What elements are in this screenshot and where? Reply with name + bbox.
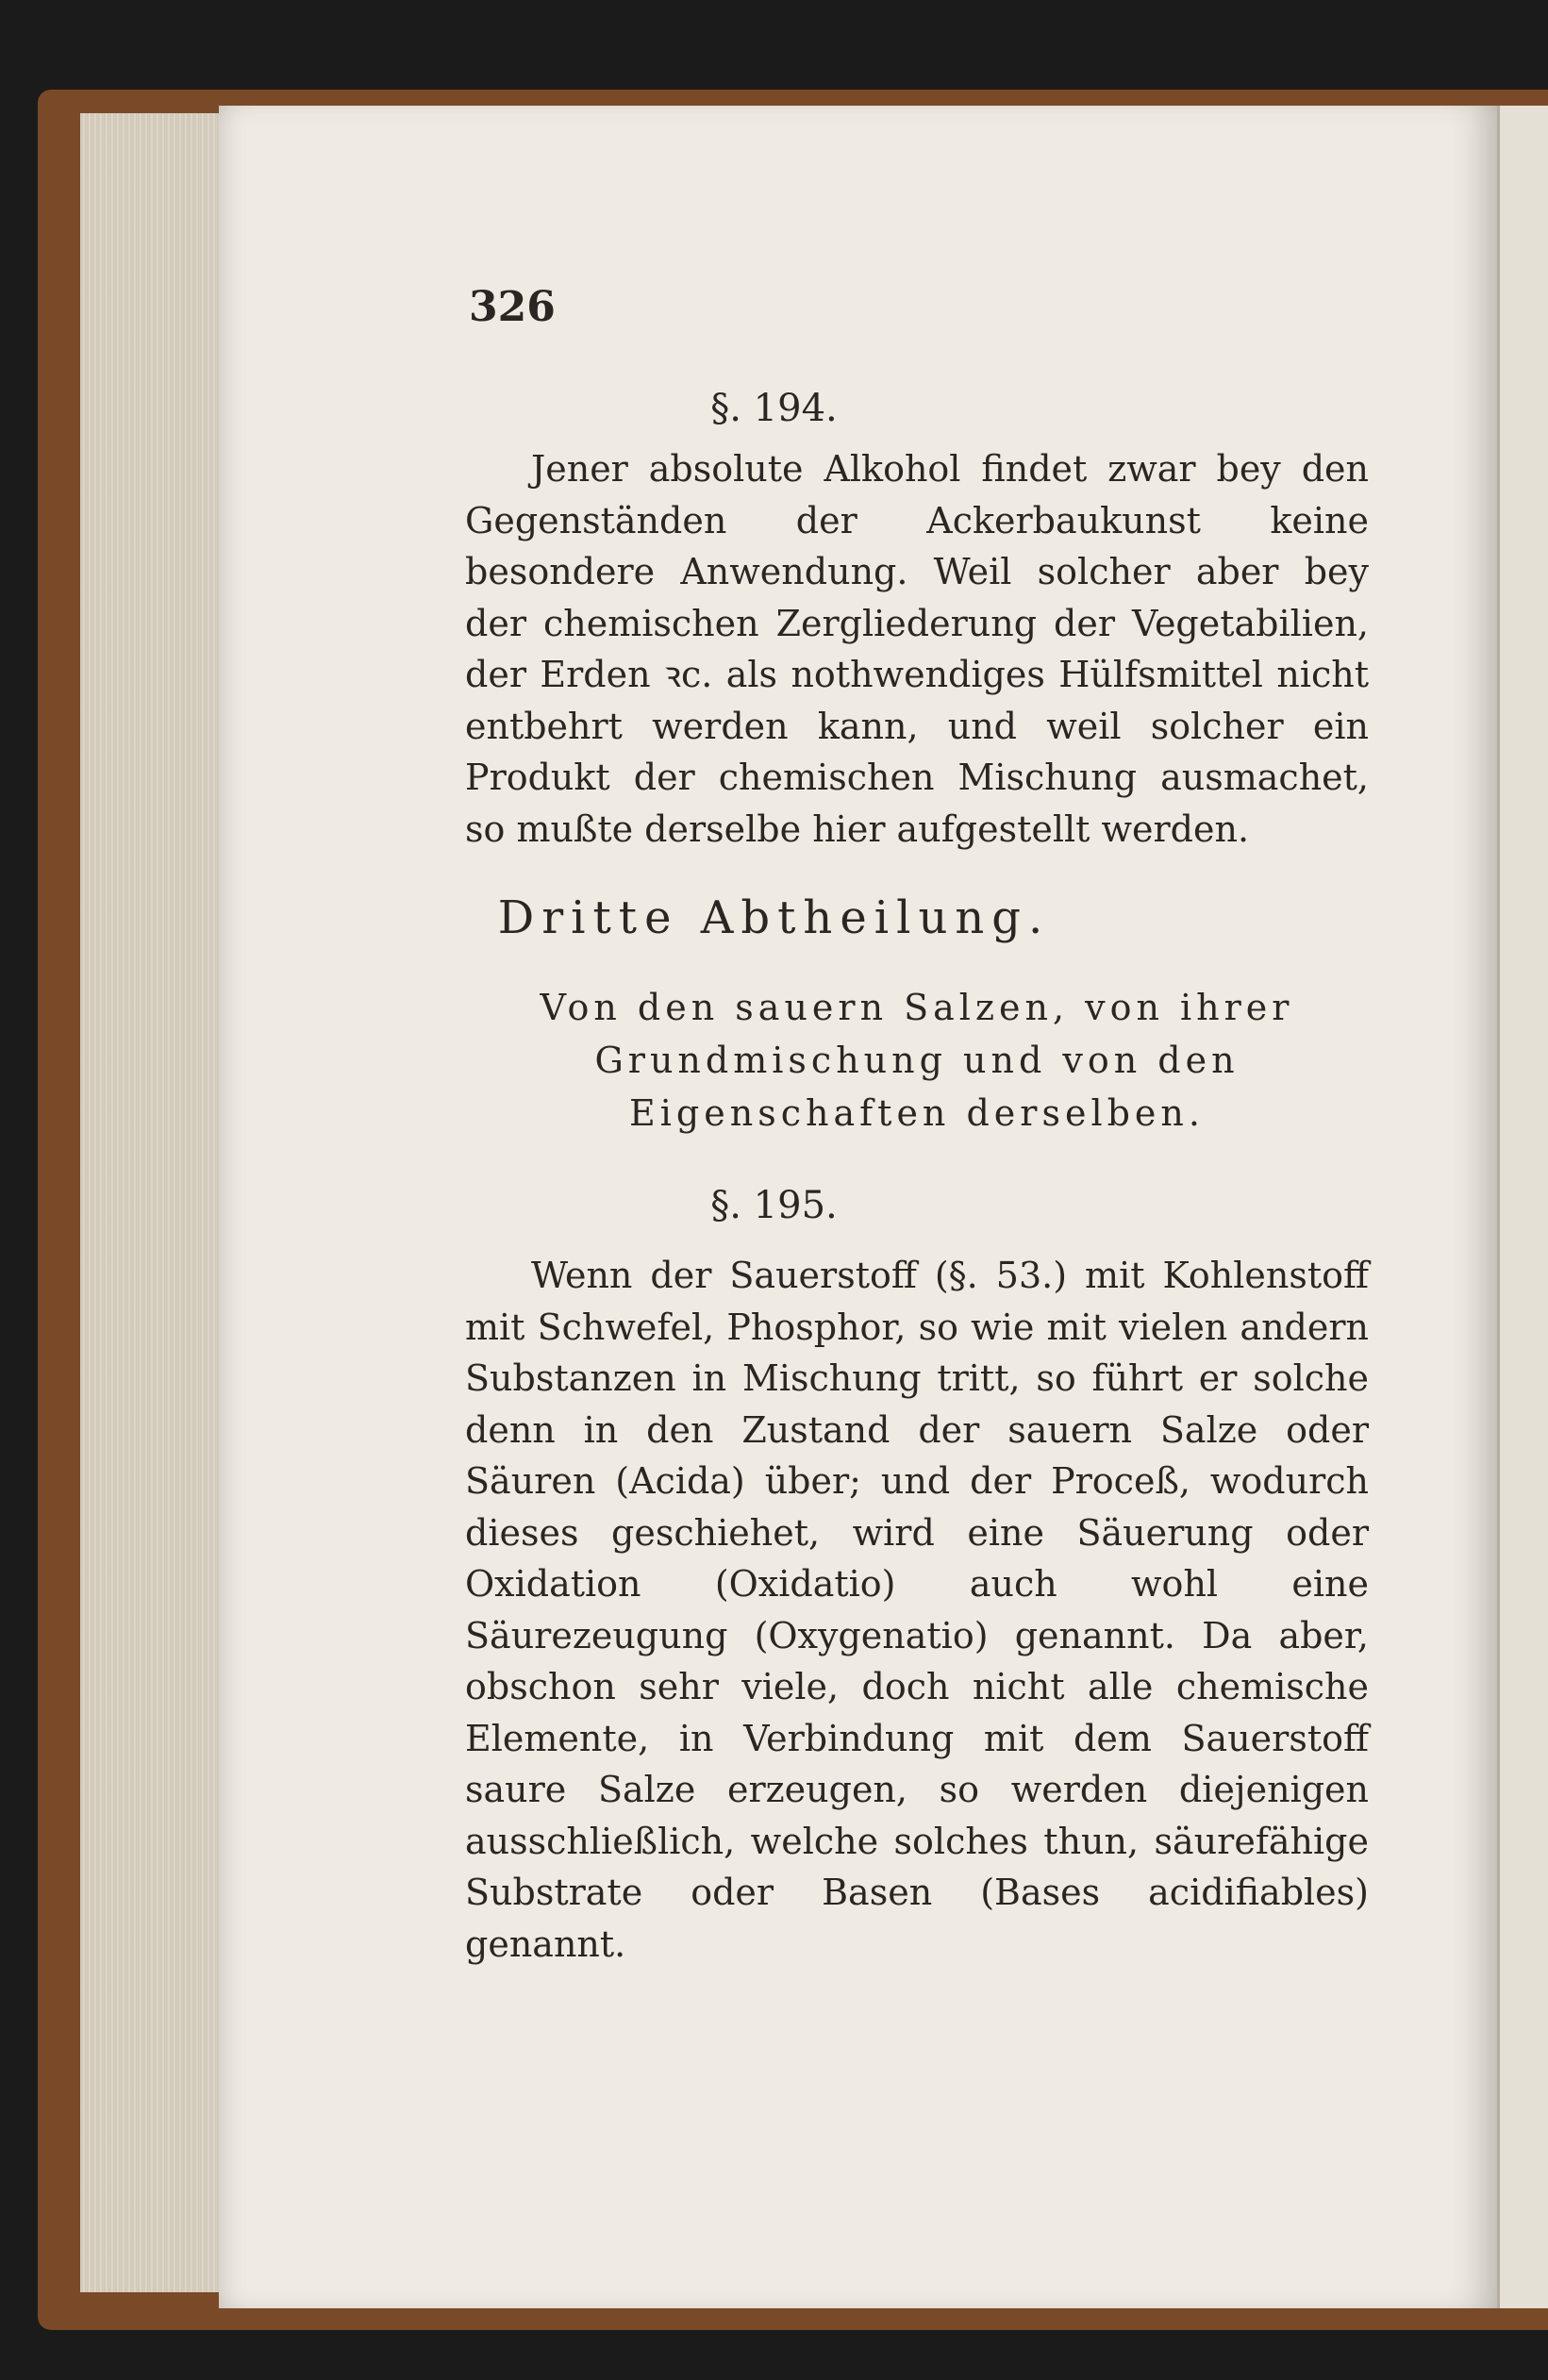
section-195-paragraph: Wenn der Sauerstoff (§. 53.) mit Kohlenstoff mit Schwefel, Phosphor, so wie mit vielen andern Substanzen in Mischung tritt, so führt er solche denn in den Zustand der sauern Salze oder Säuren (Acida) über; und der Proceß, wodurch dieses geschiehet, wird eine Säuerung oder Oxidation (Oxidatio) auch wohl eine Säurezeugung (Oxygenatio) genannt. Da aber, obschon sehr viele, doch nicht alle chemische Elemente, in Verbindung mit dem Sauerstoff saure Salze erzeugen, so werden diejenigen ausschließlich, welche solches thun, säurefähige Substrate oder Basen (Bases acidifiables) genannt. — [465, 1255, 1369, 1965]
division-subtitle: Von den sauern Salzen, von ihrer Grundmischung und von den Eigenschaften derselben. — [540, 987, 1294, 1134]
page-number: 326 — [469, 283, 556, 331]
section-194-paragraph: Jener absolute Alkohol findet zwar bey den Gegenständen der Ackerbaukunst keine besondere Anwendung. Weil solcher aber bey der chemischen Zergliederung der Vegetabilien, der Erden ꝛc. als nothwendiges Hülfsmittel nicht entbehrt werden kann, und weil solcher ein Produkt der chemischen Mischung ausmachet, so mußte derselbe hier aufgestellt werden. — [465, 448, 1369, 850]
section-194-mark: §. 194. — [710, 387, 838, 430]
division-title: Dritte Abtheilung. — [497, 891, 1051, 944]
section-195-mark: §. 195. — [710, 1184, 838, 1227]
